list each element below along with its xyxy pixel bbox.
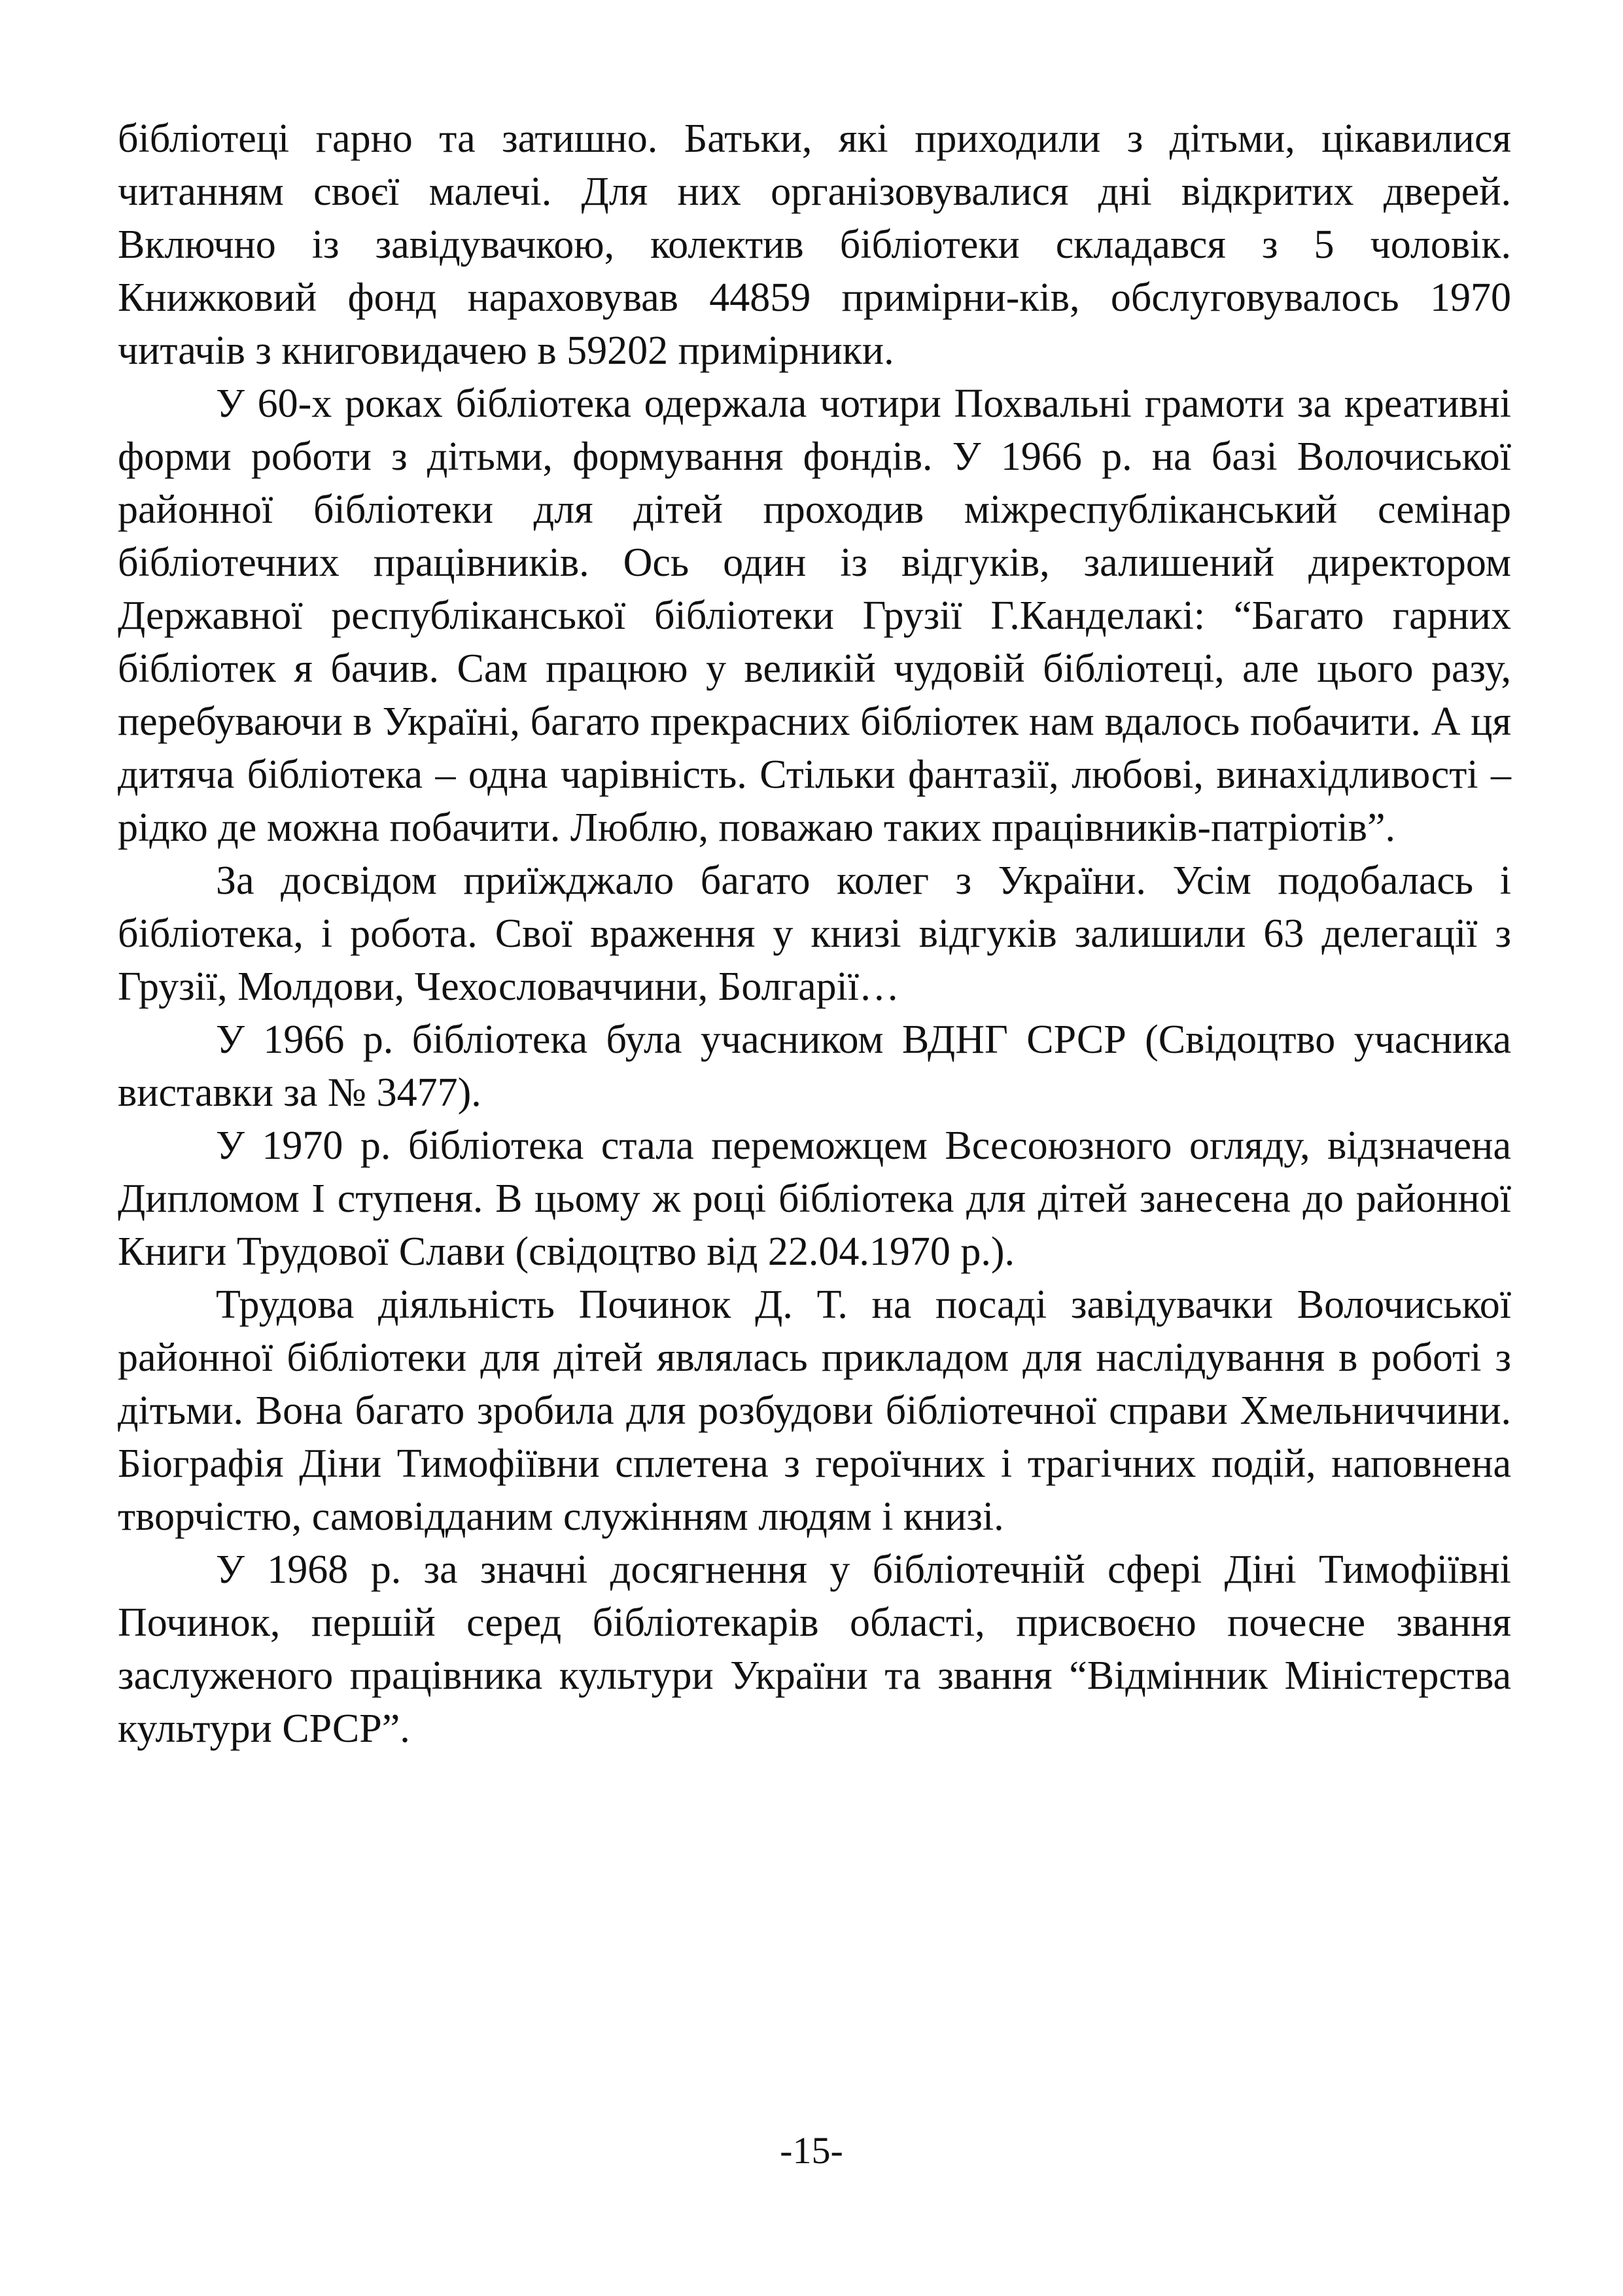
page-body [118,113,1511,1756]
paragraph-1968-title: У 1968 р. за значні досягнення у бібліотечній сфері Діні Тимофіївні Починок, першій серед бібліотекарів області, присвоєно почесне звання заслуженого працівника культури України та звання “Відмінник Міністерства культури СРСР”. [118,1547,1511,1751]
paragraph-awards-and-seminar: У 60-х роках бібліотека одержала чотири Похвальні грамоти за креативні форми роботи з дітьми, формування фондів. У 1966 р. на базі Волочиської районної бібліотеки для дітей проходив міжреспубліканський семінар бібліотечних працівників. Ось один із відгуків, залишений директором Державної республіканської бібліотеки Грузії Г.Канделакі: “Багато гарних бібліотек я бачив. Сам працюю у великій чудовій бібліотеці, але цього разу, перебуваючи в Україні, багато прекрасних бібліотек нам вдалось побачити. А ця дитяча бібліотека – одна чарівність. Стільки фантазії, любові, винахідливості – рідко де можна побачити. Люблю, поважаю таких працівників-патріотів”. [118,381,1511,850]
paragraph-delegations: За досвідом приїжджало багато колег з України. Усім подобалась і бібліотека, і робота. Свої враження у книзі відгуків залишили 63 делегації з Грузії, Молдови, Чехословаччини, Болгарії… [118,858,1511,1009]
paragraph-career: Трудова діяльність Починок Д. Т. на посаді завідувачки Волочиської районної бібліотеки для дітей являлась прикладом для наслідування в роботі з дітьми. Вона багато зробила для розбудови бібліотечної справи Хмельниччини. Біографія Діни Тимофіївни сплетена з героїчних і трагічних подій, наповнена творчістю, самовідданим служінням людям і книзі. [118,1282,1511,1539]
paragraph-continuation: бібліотеці гарно та затишно. Батьки, які приходили з дітьми, цікавилися читанням своєї малечі. Для них організовувалися дні відкритих дверей. Включно із завідувачкою, колектив бібліотеки складався з 5 чоловік. Книжковий фонд нараховував 44859 примірни-ків, обслуговувалось 1970 читачів з книговидачею в 59202 примірники. [118,116,1511,373]
paragraph-vdng-1966: У 1966 р. бібліотека була учасником ВДНГ СРСР (Свідоцтво учасника виставки за № 3477). [118,1017,1511,1115]
page-number: -15- [780,2129,843,2172]
paragraph-1970-review: У 1970 р. бібліотека стала переможцем Всесоюзного огляду, відзначена Дипломом І ступеня. В цьому ж році бібліотека для дітей занесена до районної Книги Трудової Слави (свідоцтво від 22.04.1970 р.). [118,1123,1511,1274]
